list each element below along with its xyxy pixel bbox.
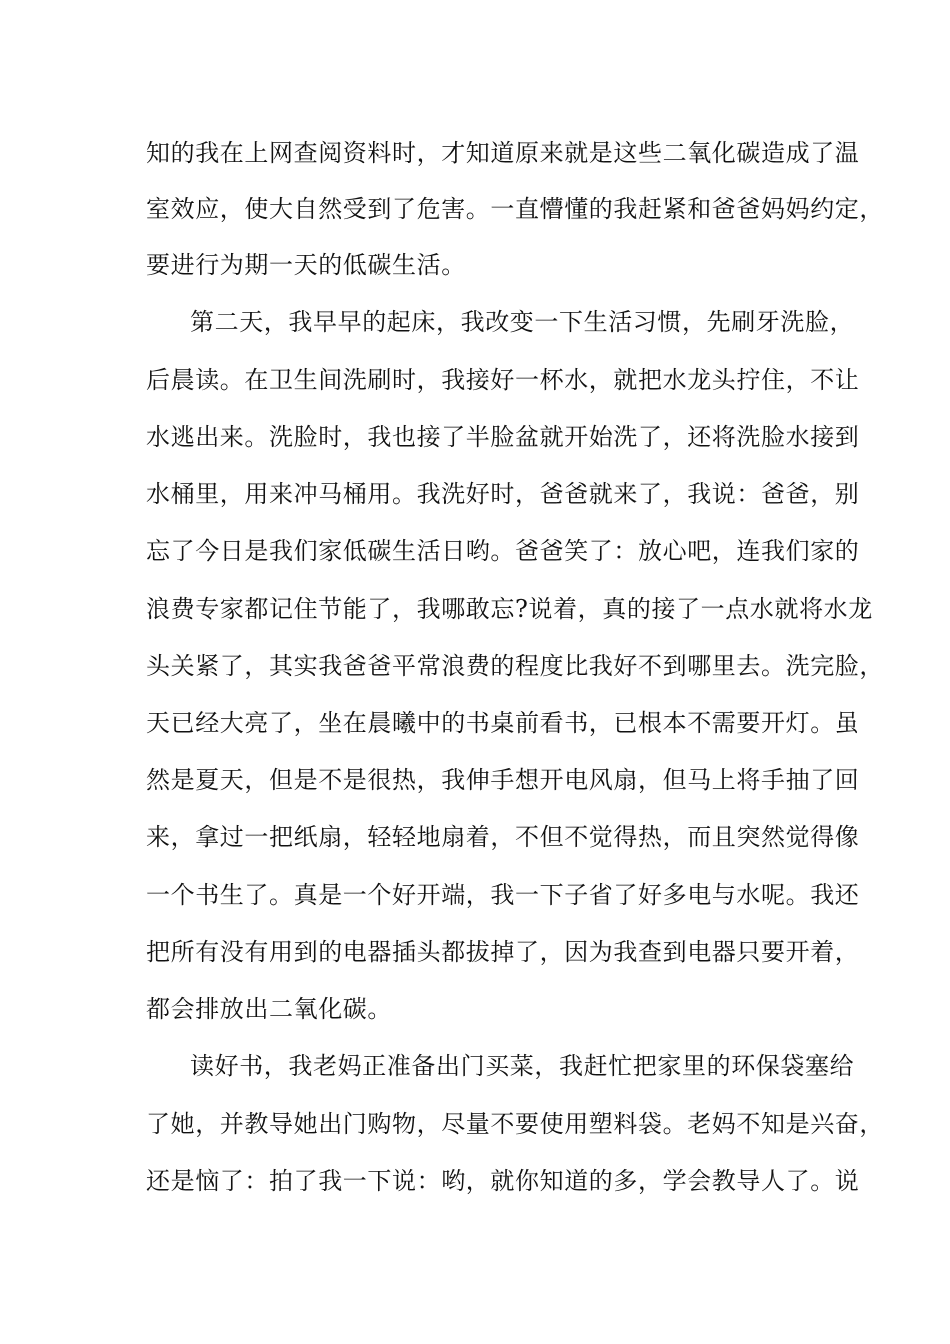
text-line: 都会排放出二氧化碳。 <box>146 995 392 1023</box>
text-line: 知的我在上网查阅资料时，才知道原来就是这些二氧化碳造成了温 <box>146 139 860 167</box>
text-line: 忘了今日是我们家低碳生活日哟。爸爸笑了：放心吧，连我们家的 <box>146 537 860 565</box>
text-line: 还是恼了：拍了我一下说：哟，就你知道的多，学会教导人了。说 <box>146 1167 860 1195</box>
text-line: 第二天，我早早的起床，我改变一下生活习惯，先刷牙洗脸， <box>190 308 855 336</box>
text-line: 浪费专家都记住节能了，我哪敢忘?说着，真的接了一点水就将水龙 <box>146 595 873 623</box>
text-line: 后晨读。在卫生间洗刷时，我接好一杯水，就把水龙头拧住，不让 <box>146 366 860 394</box>
text-line: 室效应，使大自然受到了危害。一直懵懂的我赶紧和爸爸妈妈约定， <box>146 195 884 223</box>
text-line: 然是夏天，但是不是很热，我伸手想开电风扇，但马上将手抽了回 <box>146 766 860 794</box>
text-line: 天已经大亮了，坐在晨曦中的书桌前看书，已根本不需要开灯。虽 <box>146 709 860 737</box>
text-line: 了她，并教导她出门购物，尽量不要使用塑料袋。老妈不知是兴奋， <box>146 1110 884 1138</box>
text-line: 把所有没有用到的电器插头都拔掉了，因为我查到电器只要开着， <box>146 938 860 966</box>
text-line: 一个书生了。真是一个好开端，我一下子省了好多电与水呢。我还 <box>146 881 860 909</box>
text-line: 水逃出来。洗脸时，我也接了半脸盆就开始洗了，还将洗脸水接到 <box>146 423 860 451</box>
text-line: 头关紧了，其实我爸爸平常浪费的程度比我好不到哪里去。洗完脸， <box>146 652 884 680</box>
text-line: 要进行为期一天的低碳生活。 <box>146 251 466 279</box>
text-line: 水桶里，用来冲马桶用。我洗好时，爸爸就来了，我说：爸爸，别 <box>146 480 860 508</box>
text-line: 来，拿过一把纸扇，轻轻地扇着，不但不觉得热，而且突然觉得像 <box>146 823 860 851</box>
text-line: 读好书，我老妈正准备出门买菜，我赶忙把家里的环保袋塞给 <box>190 1052 855 1080</box>
